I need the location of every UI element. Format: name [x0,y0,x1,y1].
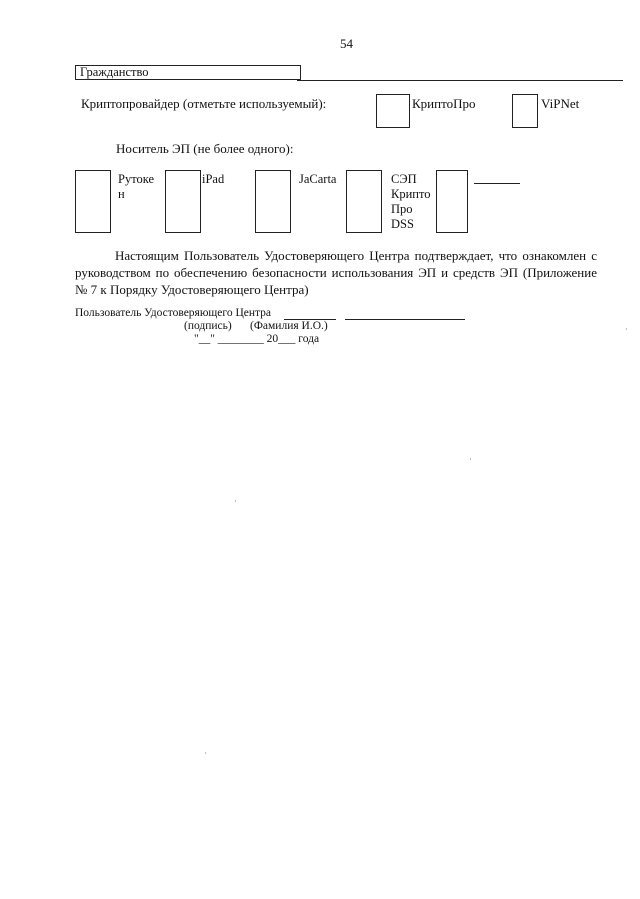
name-line[interactable] [345,319,465,320]
carrier-label: Носитель ЭП (не более одного): [116,141,294,156]
date-line[interactable]: "__" ________ 20___ года [194,333,320,345]
kriptopro-checkbox[interactable] [376,94,410,128]
scan-speck [235,500,236,502]
jacarta-checkbox[interactable] [255,170,291,233]
jacarta-label: JaCarta [299,172,337,186]
signature-label: Пользователь Удостоверяющего Центра [75,307,272,319]
declaration-text: Настоящим Пользователь Удостоверяющего Центра подтверждает, что ознакомлен с руководством по обеспечению безопасности использования ЭП и средств ЭП (Приложение № 7 к Порядку Удостоверяющего Центра) [75,248,597,297]
citizenship-field[interactable] [75,65,301,80]
scan-speck [470,458,471,460]
sep-kriptopro-dss-checkbox[interactable] [346,170,382,233]
citizenship-label: Гражданство [80,65,149,79]
ipad-checkbox[interactable] [165,170,201,233]
ipad-label: iPad [202,172,225,186]
page-number: 54 [340,36,353,51]
citizenship-underline [297,80,623,81]
crypto-provider-label: Криптопровайдер (отметьте используемый): [81,96,327,111]
vipnet-checkbox[interactable] [512,94,538,128]
other-carrier-checkbox[interactable] [436,170,468,233]
other-carrier-blank[interactable] [474,183,520,184]
signature-caption: (подпись) [184,320,232,332]
sep-kriptopro-dss-label: СЭП Крипто Про DSS [391,172,431,231]
kriptopro-label: КриптоПро [412,96,476,111]
rutoken-label: Рутоке н [118,172,155,201]
scan-speck [205,752,206,754]
rutoken-checkbox[interactable] [75,170,111,233]
vipnet-label: ViPNet [541,96,580,111]
name-caption: (Фамилия И.О.) [250,320,328,332]
scan-speck [626,328,627,330]
